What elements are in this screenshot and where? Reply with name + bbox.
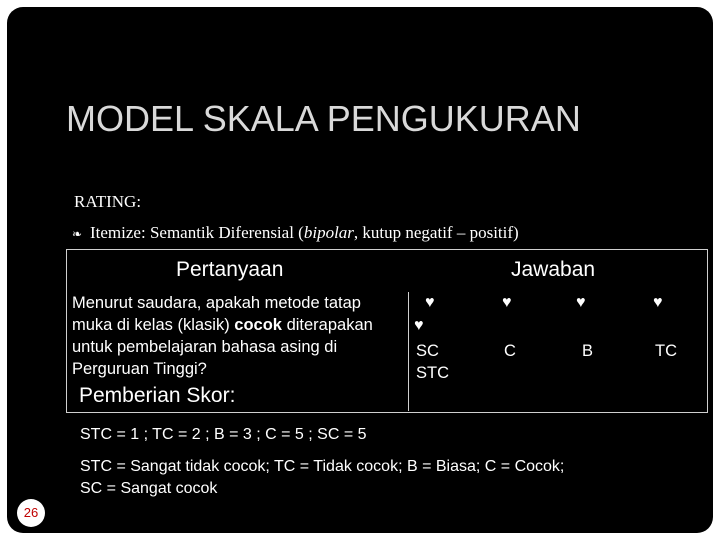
bullet-icon: ❧: [72, 227, 83, 241]
pemberian-skor-label: Pemberian Skor:: [79, 384, 236, 407]
option-b: B: [582, 342, 594, 360]
header-pertanyaan: Pertanyaan: [176, 258, 284, 281]
question-part2: diterapakan untuk pembelajaran bahasa asing di Perguruan Tinggi?: [72, 316, 373, 378]
heart-icon: ♥: [414, 317, 424, 334]
legend-line-2: SC = Sangat cocok: [80, 480, 218, 497]
rating-label: RATING:: [74, 192, 142, 211]
option-c: C: [504, 342, 516, 360]
itemize-italic: bipolar: [303, 223, 354, 242]
heart-icon: ♥: [502, 294, 512, 311]
question-part1: Menurut saudara, apakah metode tatap muka di kelas (klasik): [72, 294, 361, 334]
slide-title: MODEL SKALA PENGUKURAN: [66, 98, 581, 139]
option-stc: STC: [416, 364, 449, 382]
score-line: STC = 1 ; TC = 2 ; B = 3 ; C = 5 ; SC = 5: [80, 426, 367, 443]
legend-line-1: STC = Sangat tidak cocok; TC = Tidak cocok; B = Biasa; C = Cocok;: [80, 458, 565, 475]
itemize-bullet: [72, 223, 519, 243]
heart-icon: ♥: [425, 294, 435, 311]
heart-icon: ♥: [576, 294, 586, 311]
itemize-prefix: Itemize: Semantik Diferensial (: [90, 223, 304, 242]
question-text: [72, 292, 402, 380]
page-number: 26: [17, 499, 45, 527]
option-sc: SC: [416, 342, 439, 360]
itemize-suffix: , kutup negatif – positif): [353, 223, 519, 242]
option-tc: TC: [655, 342, 677, 360]
score-legend: [80, 456, 564, 500]
header-jawaban: Jawaban: [511, 258, 596, 281]
heart-icon: ♥: [653, 294, 663, 311]
question-bold: cocok: [234, 316, 282, 334]
table-column-divider: [408, 292, 409, 411]
